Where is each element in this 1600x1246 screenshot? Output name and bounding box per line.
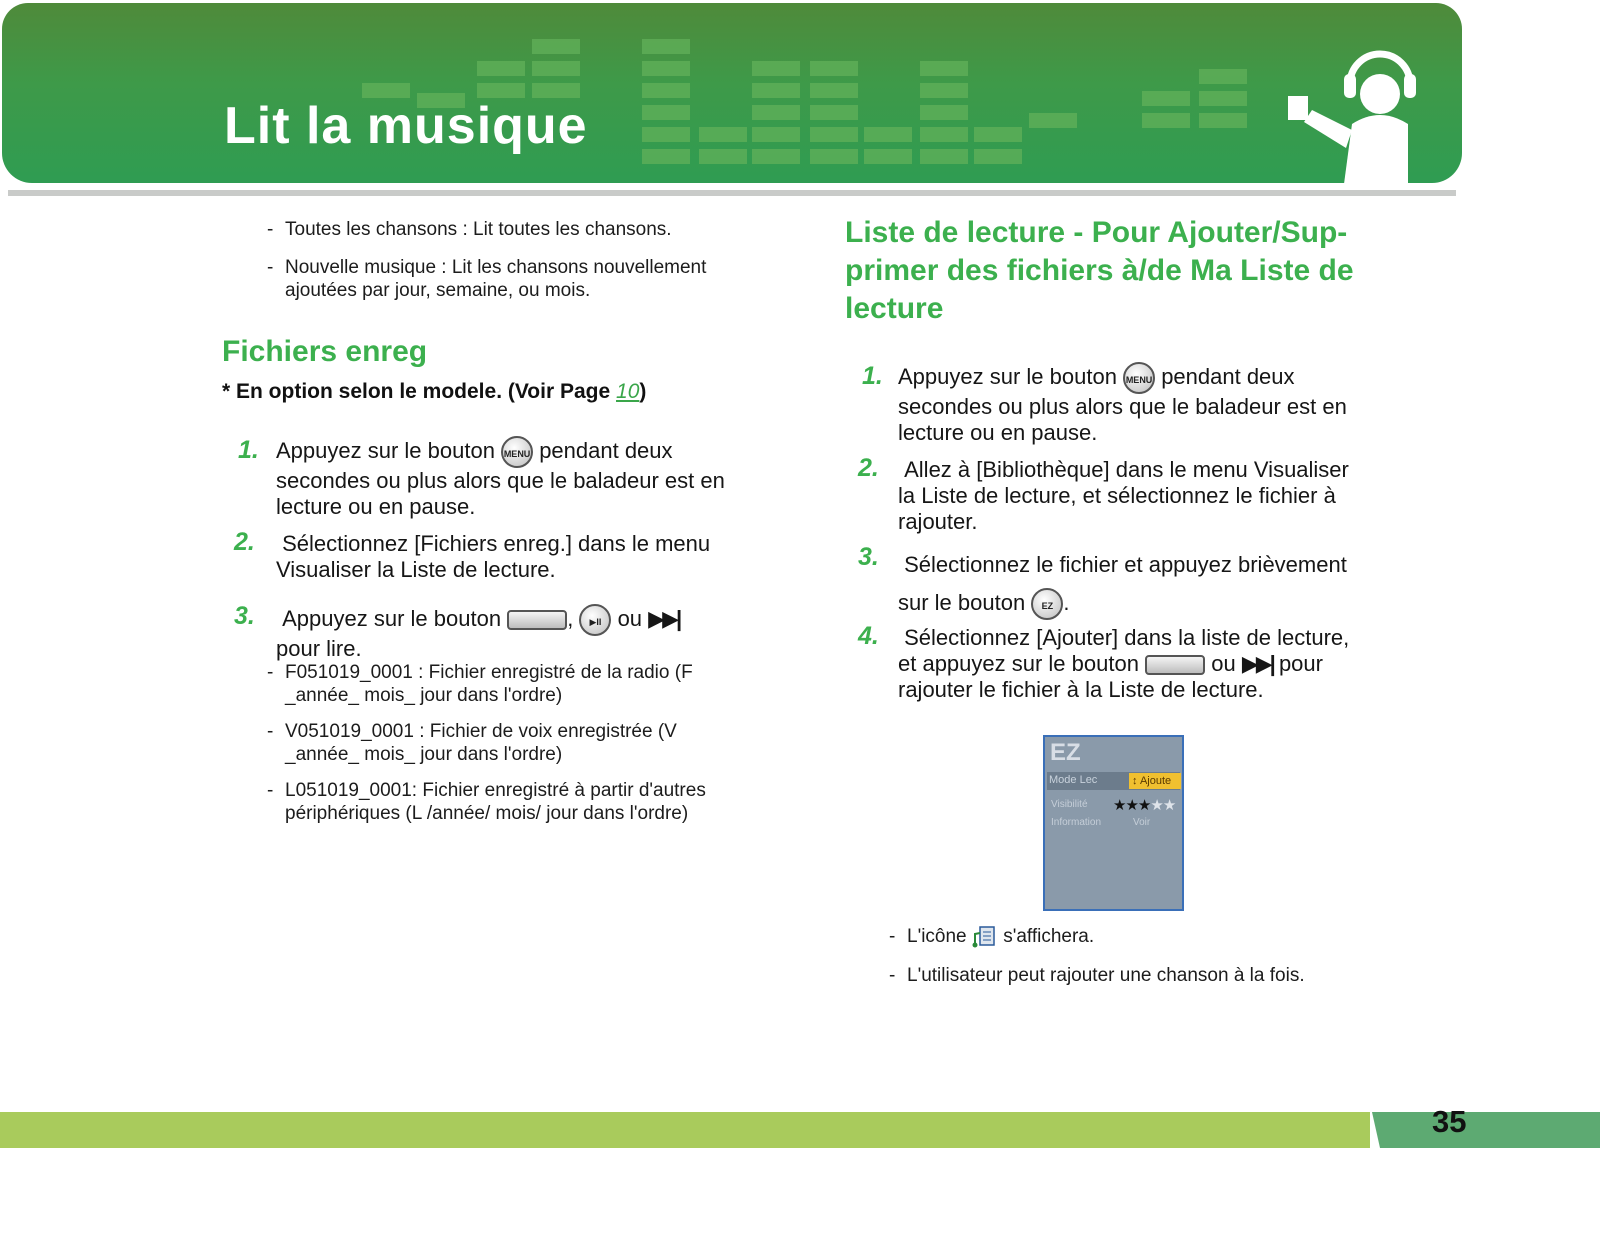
file-bullet-3: - L051019_0001: Fichier enregistré à partir d'autres périphériques (L /année/ mois/ jour dans l'ordre) xyxy=(267,780,706,824)
menu-button-icon: MENU xyxy=(1123,362,1155,394)
right-step-1: Appuyez sur le bouton MENU pendant deux secondes ou plus alors que le baladeur est en lecture ou en pause. xyxy=(898,363,1347,445)
left-step-1: Appuyez sur le bouton MENU pendant deux secondes ou plus alors que le baladeur est en lecture ou en pause. xyxy=(276,437,725,519)
step-number: 4. xyxy=(858,622,879,650)
step-number: 2. xyxy=(234,528,255,556)
menu-button-icon: MENU xyxy=(501,436,533,468)
file-bullet-1: - F051019_0001 : Fichier enregistré de la radio (F _année_ mois_ jour dans l'ordre) xyxy=(267,662,693,706)
equalizer-graphic xyxy=(2,3,1462,183)
footer-page-tab xyxy=(1372,1112,1600,1148)
screen-selected-option: ↕ Ajoute xyxy=(1129,773,1181,789)
section-title-playlist: Liste de lecture - Pour Ajouter/Sup- primer des fichiers à/de Ma Liste de lecture xyxy=(845,216,1354,325)
screen-title: EZ xyxy=(1050,739,1081,766)
star-icon: ★ xyxy=(1125,797,1138,814)
ez-button-icon: EZ xyxy=(1031,588,1063,620)
screen-row-label: Information xyxy=(1051,817,1102,828)
step-number: 3. xyxy=(234,602,255,630)
header-banner xyxy=(2,3,1462,183)
star-icon: ★ xyxy=(1113,797,1126,814)
step-number: 3. xyxy=(858,543,879,571)
device-screen-preview xyxy=(1043,735,1184,911)
section-title-fichiers-enreg: Fichiers enreg xyxy=(222,335,428,368)
step-number: 1. xyxy=(862,362,883,390)
right-step-4: Sélectionnez [Ajouter] dans la liste de lecture, et appuyez sur le bouton ou ▶▶| pour rajouter le fichier à la Liste de lecture. xyxy=(898,625,1350,702)
page-title: Lit la musique xyxy=(224,97,588,155)
star-icon: ★ xyxy=(1137,797,1151,814)
intro-bullet-2: - Nouvelle musique : Lit les chansons nouvellement ajoutées par jour, semaine, ou mois. xyxy=(267,257,707,301)
star-icon: ★ xyxy=(1150,797,1163,814)
long-button-icon xyxy=(507,610,567,630)
headphone-listener-icon xyxy=(1282,44,1432,183)
playlist-add-icon xyxy=(972,925,998,949)
step-number: 2. xyxy=(858,454,879,482)
file-bullet-2: - V051019_0001 : Fichier de voix enregistrée (V _année_ mois_ jour dans l'ordre) xyxy=(267,721,677,765)
model-note: * En option selon le modele. (Voir Page 10) xyxy=(222,380,647,403)
page-link[interactable]: 10 xyxy=(616,380,640,403)
star-icon: ★ xyxy=(1162,797,1176,814)
intro-bullet-1: - Toutes les chansons : Lit toutes les chansons. xyxy=(267,219,672,240)
right-step-3: Sélectionnez le fichier et appuyez brièvement sur le bouton EZ . xyxy=(898,546,1347,622)
step-number: 1. xyxy=(238,436,259,464)
left-step-2: Sélectionnez [Fichiers enreg.] dans le menu Visualiser la Liste de lecture. xyxy=(276,531,711,582)
one-song-bullet: - L'utilisateur peut rajouter une chanson à la fois. xyxy=(889,965,1305,986)
fast-forward-icon: ▶▶| xyxy=(1241,651,1273,676)
rating-stars xyxy=(1113,796,1175,814)
left-step-3: Appuyez sur le bouton , ▶II ou ▶▶| pour lire. xyxy=(276,605,680,661)
screen-row-value: Voir xyxy=(1133,817,1151,828)
long-button-icon xyxy=(1145,655,1205,675)
right-step-2: Allez à [Bibliothèque] dans le menu Visualiser la Liste de lecture, et sélectionnez le fichier à rajouter. xyxy=(898,457,1349,534)
screen-menu-label: Mode Lec xyxy=(1049,774,1098,786)
screen-row-label: Visibilité xyxy=(1051,799,1088,810)
icon-bullet: - L'icône s'affichera. xyxy=(889,926,1095,948)
fast-forward-icon: ▶▶| xyxy=(648,605,680,631)
header-divider xyxy=(8,190,1456,196)
footer-bar xyxy=(0,1112,1370,1148)
play-pause-button-icon: ▶II xyxy=(579,604,611,636)
page-number: 35 xyxy=(1432,1104,1467,1139)
